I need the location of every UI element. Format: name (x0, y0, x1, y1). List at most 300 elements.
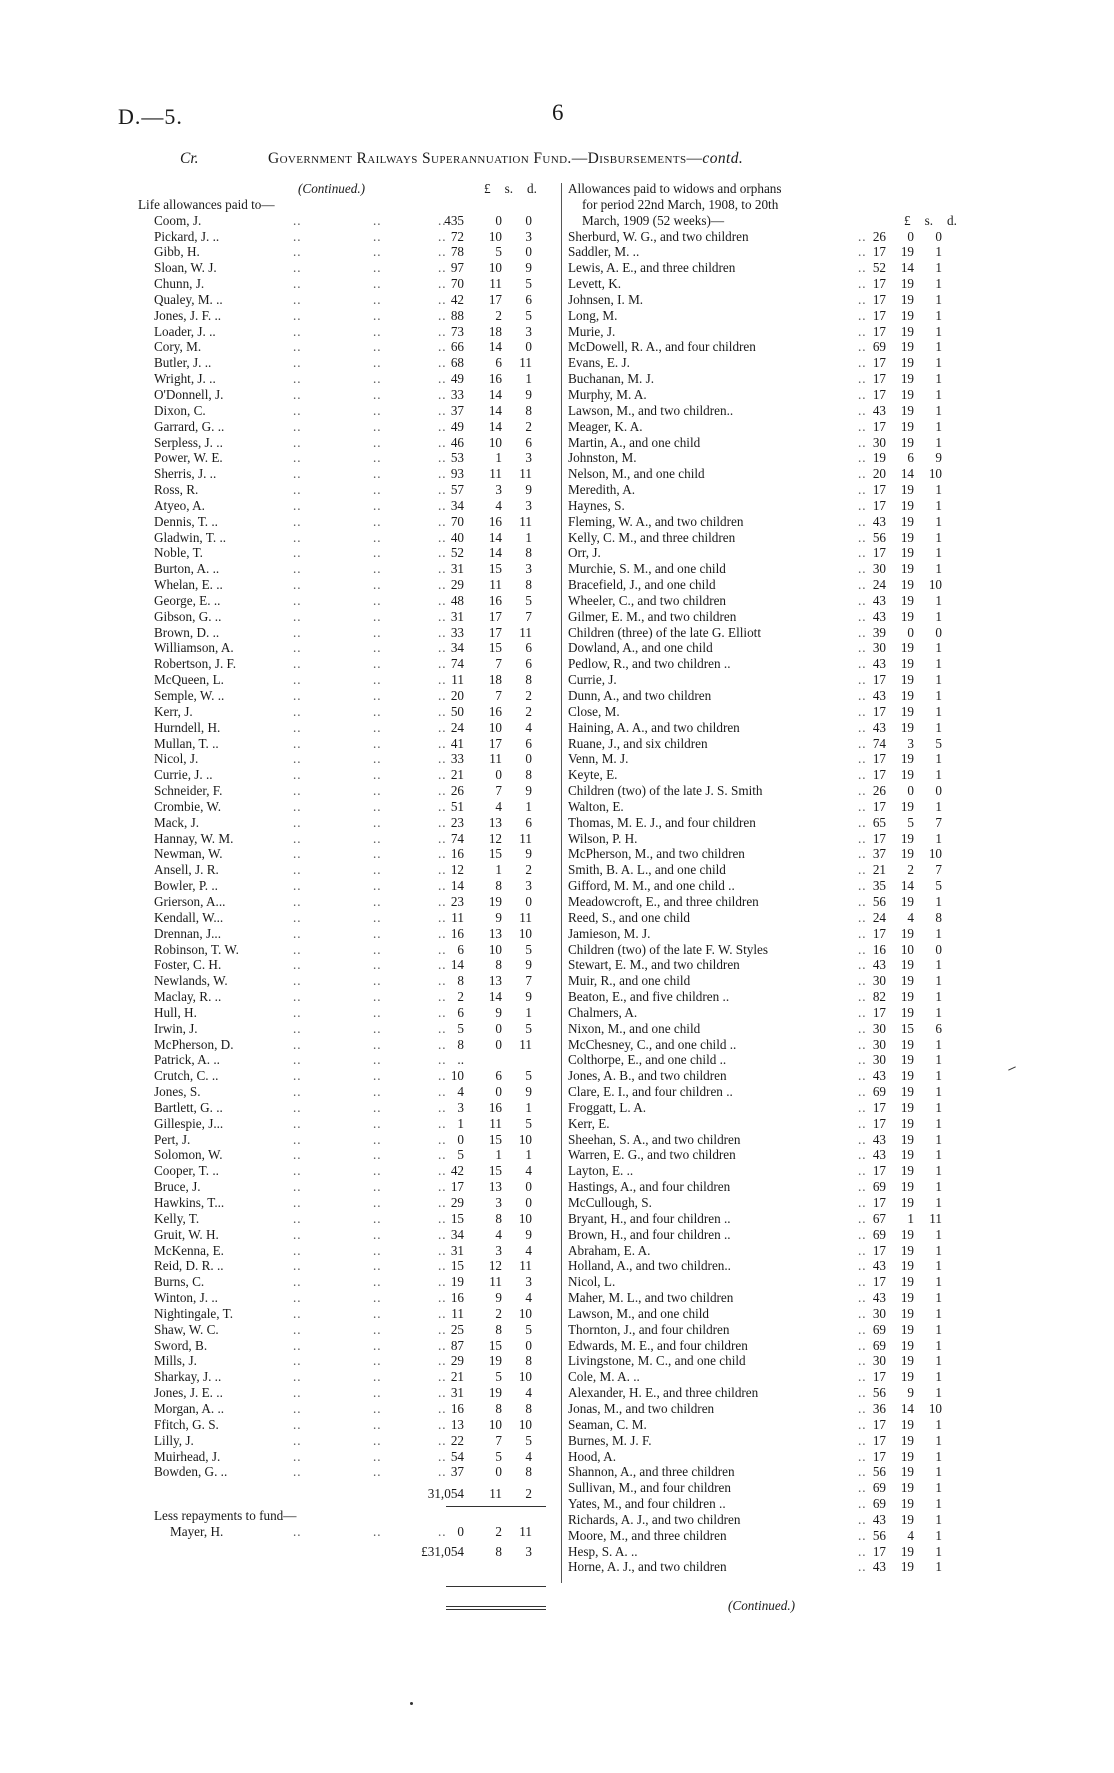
table-row (568, 862, 986, 878)
amount-shillings: 19 (900, 355, 914, 371)
payee-name: Ross, R. (154, 482, 199, 498)
leader-dots: .. (438, 1226, 447, 1242)
amount-pence: 8 (935, 909, 942, 925)
amount-pence: 1 (935, 513, 942, 529)
amount-shillings: 8 (495, 957, 502, 973)
leader-dots: .. (438, 1523, 447, 1539)
amount-shillings: 19 (488, 1353, 502, 1369)
payee-name: Jones, A. B., and two children (568, 1068, 727, 1084)
amount-pounds: 31 (450, 608, 464, 624)
amount-pence: 1 (935, 371, 942, 387)
amount-shillings: 19 (900, 339, 914, 355)
amount-pounds: 50 (450, 703, 464, 719)
subtotal-pounds: 31,054 (427, 1486, 464, 1502)
amount-pence: 3 (525, 450, 532, 466)
left-header-spacer (138, 181, 558, 197)
leader-dots: .. (373, 798, 382, 814)
amount-shillings: 1 (495, 450, 502, 466)
leader-dots: .. (373, 925, 382, 941)
leader-dots: .. (373, 893, 382, 909)
payee-name: McPherson, M., and two children (568, 846, 745, 862)
leader-dots: .. (438, 497, 447, 513)
amount-pence: 1 (525, 798, 532, 814)
payee-name: Gladwin, T. .. (154, 529, 227, 545)
amount-pounds: 17 (872, 1242, 886, 1258)
leader-dots: .. (293, 957, 302, 973)
leader-dots: .. (293, 577, 302, 593)
amount-pence: 9 (525, 386, 532, 402)
amount-pounds: 17 (872, 1163, 886, 1179)
leader-dots: .. (373, 640, 382, 656)
amount-shillings: 14 (488, 386, 502, 402)
amount-pounds: 16 (450, 1400, 464, 1416)
leader-dots: .. (373, 228, 382, 244)
leader-dots: .. (438, 212, 447, 228)
amount-pounds: 42 (450, 1163, 464, 1179)
payee-name: Edwards, M. E., and four children (568, 1337, 748, 1353)
payee-name: Hannay, W. M. (154, 830, 234, 846)
table-row (138, 640, 558, 656)
leader-dots: .. (293, 846, 302, 862)
payee-name: Shaw, W. C. (154, 1321, 219, 1337)
leader-dots: .. (858, 1448, 867, 1464)
leader-dots: .. (438, 1258, 447, 1274)
leader-dots: .. (858, 767, 867, 783)
table-row (568, 1433, 986, 1449)
amount-pence: 6 (525, 291, 532, 307)
payee-name: Lawson, M., and one child (568, 1305, 710, 1321)
amount-pounds: 17 (872, 1448, 886, 1464)
amount-pounds: 12 (450, 862, 464, 878)
amount-pence: 1 (935, 672, 942, 688)
amount-pence: 4 (525, 719, 532, 735)
leader-dots: .. (438, 434, 447, 450)
amount-pounds: 78 (450, 244, 464, 260)
table-row (138, 1433, 558, 1449)
payee-name: Semple, W. .. (154, 688, 225, 703)
amount-pence: 1 (935, 893, 942, 909)
amount-pence: 8 (525, 577, 532, 593)
amount-pence: 0 (935, 941, 942, 957)
amount-pounds: 15 (450, 1258, 464, 1274)
table-row (138, 498, 558, 514)
table-row (138, 1211, 558, 1227)
payee-name: Evans, E. J. (568, 355, 630, 371)
amount-pence: 2 (525, 418, 532, 434)
amount-pence: 6 (525, 735, 532, 751)
amount-pounds: 69 (872, 1496, 886, 1512)
amount-pounds: 17 (872, 1416, 886, 1432)
amount-pence: 1 (935, 1416, 942, 1432)
amount-pounds: 52 (450, 545, 464, 561)
amount-pounds: 56 (872, 1464, 886, 1480)
table-row (138, 371, 558, 387)
payee-name: Qualey, M. .. (154, 291, 223, 307)
leader-dots: .. (293, 941, 302, 957)
leader-dots: .. (438, 719, 447, 735)
table-row (568, 1322, 986, 1338)
payee-name: Wheeler, C., and two children (568, 592, 727, 608)
amount-pounds: 24 (872, 909, 886, 925)
leader-dots: .. (438, 1115, 447, 1131)
amount-pounds: 17 (872, 307, 886, 323)
total-rule (446, 1586, 546, 1587)
payee-name: Bracefield, J., and one child (568, 577, 716, 593)
leader-dots: .. (858, 1559, 867, 1575)
amount-pounds: 3 (457, 1099, 464, 1115)
amount-shillings: 11 (489, 1115, 502, 1131)
table-row (568, 878, 986, 894)
leader-dots: .. (373, 941, 382, 957)
leader-dots: .. (293, 1448, 302, 1464)
leader-dots: .. (293, 1290, 302, 1306)
payee-name: Newman, W. (154, 846, 223, 862)
payee-name: Children (two) of the late F. W. Styles (568, 941, 769, 957)
leader-dots: .. (438, 814, 447, 830)
amount-pence: 0 (935, 783, 942, 799)
amount-shillings: 9 (495, 1004, 502, 1020)
leader-dots: .. (293, 862, 302, 878)
leader-dots: .. (293, 1020, 302, 1036)
table-row (568, 229, 986, 245)
table-row (138, 1464, 558, 1480)
leader-dots: .. (373, 244, 382, 260)
total-shillings: 8 (495, 1543, 502, 1559)
leader-dots: .. (373, 1523, 382, 1539)
leader-dots: .. (858, 893, 867, 909)
amount-pence: 6 (525, 434, 532, 450)
amount-pounds: 74 (450, 656, 464, 672)
amount-pounds: 56 (872, 893, 886, 909)
amount-shillings: 10 (488, 1416, 502, 1432)
amount-pounds: 14 (450, 957, 464, 973)
total-row (138, 1544, 558, 1560)
leader-dots: .. (858, 561, 867, 577)
amount-shillings: 15 (488, 1131, 502, 1147)
leader-dots: .. (858, 608, 867, 624)
leader-dots: .. (293, 703, 302, 719)
payee-name: Atyeo, A. (154, 497, 205, 513)
table-row (568, 1037, 986, 1053)
amount-shillings: 0 (495, 1036, 502, 1052)
table-row (568, 482, 986, 498)
table-row (138, 1243, 558, 1259)
amount-pence: 1 (935, 688, 942, 703)
amount-pounds: 69 (872, 1226, 886, 1242)
leader-dots: .. (373, 418, 382, 434)
table-row (568, 1021, 986, 1037)
amount-shillings: 15 (900, 1020, 914, 1036)
payee-name: Seaman, C. M. (568, 1416, 647, 1432)
amount-shillings: 4 (907, 909, 914, 925)
leader-dots: .. (293, 1385, 302, 1401)
payee-name: Coom, J. (154, 212, 202, 228)
amount-pence: 1 (935, 307, 942, 323)
amount-shillings: 14 (488, 529, 502, 545)
leader-dots: .. (438, 767, 447, 783)
amount-shillings: 19 (900, 276, 914, 292)
amount-pence: 10 (518, 1210, 532, 1226)
leader-dots: .. (438, 846, 447, 862)
amount-pounds: 17 (872, 1369, 886, 1385)
payee-name: Venn, M. J. (568, 751, 629, 767)
table-row (138, 403, 558, 419)
leader-dots: .. (293, 212, 302, 228)
leader-dots: .. (373, 1385, 382, 1401)
leader-dots: .. (293, 418, 302, 434)
amount-pounds: 17 (872, 925, 886, 941)
payee-name: Hastings, A., and four children (568, 1179, 731, 1195)
table-row (138, 561, 558, 577)
amount-pence: 5 (525, 1321, 532, 1337)
leader-dots: .. (373, 1305, 382, 1321)
amount-pounds: 69 (872, 1084, 886, 1100)
leader-dots: .. (438, 830, 447, 846)
payee-name: Livingstone, M. C., and one child (568, 1353, 746, 1369)
table-row (568, 435, 986, 451)
table-row (568, 926, 986, 942)
leader-dots: .. (373, 1400, 382, 1416)
leader-dots: .. (293, 608, 302, 624)
leader-dots: .. (858, 545, 867, 561)
table-row (138, 355, 558, 371)
amount-pence: 10 (928, 577, 942, 593)
amount-pounds: 17 (872, 1115, 886, 1131)
table-row (138, 482, 558, 498)
amount-shillings: 6 (495, 1068, 502, 1084)
amount-pounds: 21 (450, 1369, 464, 1385)
payee-name: Abraham, E. A. (568, 1242, 651, 1258)
amount-shillings: 9 (495, 909, 502, 925)
section-title: Life allowances paid to— (138, 196, 275, 212)
less-repayments-title-row (138, 1508, 558, 1524)
amount-pence: 1 (935, 830, 942, 846)
right-heading-line-1 (568, 181, 986, 197)
table-row (568, 957, 986, 973)
amount-shillings: 2 (495, 1305, 502, 1321)
leader-dots: .. (858, 688, 867, 703)
amount-pounds: 70 (450, 513, 464, 529)
leader-dots: .. (373, 1004, 382, 1020)
leader-dots: .. (293, 402, 302, 418)
table-row (568, 339, 986, 355)
leader-dots: .. (373, 1147, 382, 1163)
leader-dots: .. (438, 1004, 447, 1020)
table-row (568, 704, 986, 720)
amount-pence: 1 (935, 402, 942, 418)
table-row (138, 1084, 558, 1100)
pound-header: £ (904, 213, 911, 228)
page-title-main: Government Railways Superannuation Fund.—Disbursements— (268, 150, 703, 167)
leader-dots: .. (438, 656, 447, 672)
table-row (568, 514, 986, 530)
amount-pence: 1 (935, 561, 942, 577)
table-row (138, 450, 558, 466)
leader-dots: .. (293, 1195, 302, 1210)
amount-pounds: 6 (457, 941, 464, 957)
leader-dots: .. (373, 1258, 382, 1274)
amount-shillings: 19 (900, 1131, 914, 1147)
leader-dots: .. (438, 1432, 447, 1448)
leader-dots: .. (373, 466, 382, 482)
leader-dots: .. (293, 1115, 302, 1131)
amount-pounds: 17 (872, 751, 886, 767)
subtotal-pence: 2 (525, 1486, 532, 1502)
leader-dots: .. (438, 355, 447, 371)
amount-pounds: 43 (872, 592, 886, 608)
amount-pence: 1 (935, 434, 942, 450)
leader-dots: .. (373, 513, 382, 529)
amount-shillings: 19 (900, 957, 914, 973)
leader-dots: .. (858, 1337, 867, 1353)
amount-pounds: 11 (451, 1305, 464, 1321)
amount-pounds: 49 (450, 418, 464, 434)
amount-pounds: 87 (450, 1337, 464, 1353)
amount-pounds: 17 (872, 418, 886, 434)
leader-dots: .. (293, 1004, 302, 1020)
amount-pence: 1 (935, 529, 942, 545)
leader-dots: .. (438, 1195, 447, 1210)
amount-shillings: 13 (488, 925, 502, 941)
amount-pounds: 19 (872, 450, 886, 466)
leader-dots: .. (858, 1052, 867, 1068)
table-row (568, 561, 986, 577)
leader-dots: .. (293, 973, 302, 989)
amount-shillings: 14 (900, 260, 914, 276)
payee-name: Wright, J. .. (154, 371, 216, 387)
payee-name: Bruce, J. (154, 1179, 201, 1195)
payee-name: Burton, A. .. (154, 561, 220, 577)
leader-dots: .. (373, 1099, 382, 1115)
table-row (568, 466, 986, 482)
amount-pounds: 37 (450, 402, 464, 418)
leader-dots: .. (293, 276, 302, 292)
amount-shillings: 19 (900, 1337, 914, 1353)
leader-dots: .. (293, 1163, 302, 1179)
amount-pence: 3 (525, 878, 532, 894)
amount-pence: 1 (935, 1321, 942, 1337)
table-row (138, 1068, 558, 1084)
amount-pounds: 43 (872, 1147, 886, 1163)
payee-name: Mack, J. (154, 814, 200, 830)
amount-pence: 1 (935, 1226, 942, 1242)
amount-pounds: 25 (450, 1321, 464, 1337)
life-allowances-column (138, 181, 558, 1560)
leader-dots: .. (438, 688, 447, 703)
amount-pence: 8 (525, 767, 532, 783)
leader-dots: .. (858, 291, 867, 307)
payee-name: Holland, A., and two children.. (568, 1258, 731, 1274)
table-row (568, 1179, 986, 1195)
leader-dots: .. (438, 608, 447, 624)
leader-dots: .. (858, 386, 867, 402)
payee-name: Solomon, W. (154, 1147, 223, 1163)
amount-pence: 1 (935, 1179, 942, 1195)
leader-dots: .. (373, 1274, 382, 1290)
amount-pence: 3 (525, 1274, 532, 1290)
amount-pounds: 24 (872, 577, 886, 593)
leader-dots: .. (858, 592, 867, 608)
amount-shillings: 1 (495, 1147, 502, 1163)
amount-pence: 1 (935, 1337, 942, 1353)
amount-shillings: 19 (900, 1369, 914, 1385)
amount-shillings: 19 (900, 1305, 914, 1321)
payee-name: Hesp, S. A. .. (568, 1543, 638, 1559)
payee-name: Bartlett, G. .. (154, 1099, 223, 1115)
amount-pounds: 17 (872, 1432, 886, 1448)
amount-shillings: 14 (900, 878, 914, 894)
amount-shillings: 7 (495, 783, 502, 799)
amount-shillings: 19 (900, 719, 914, 735)
leader-dots: .. (438, 386, 447, 402)
amount-pence: 4 (525, 1242, 532, 1258)
leader-dots: .. (858, 482, 867, 498)
payee-name: Foster, C. H. (154, 957, 222, 973)
amount-pounds: 17 (872, 291, 886, 307)
leader-dots: .. (373, 862, 382, 878)
amount-pounds: 26 (450, 783, 464, 799)
table-row (138, 387, 558, 403)
leader-dots: .. (373, 577, 382, 593)
table-row (568, 530, 986, 546)
payee-name: McChesney, C., and one child .. (568, 1036, 737, 1052)
payee-name: Pert, J. (154, 1131, 191, 1147)
table-row (568, 973, 986, 989)
amount-pence: 1 (935, 1305, 942, 1321)
table-row (568, 1290, 986, 1306)
amount-pounds: 82 (872, 989, 886, 1005)
amount-shillings: 19 (900, 1163, 914, 1179)
right-currency-headers (904, 213, 971, 229)
leader-dots: .. (438, 1210, 447, 1226)
amount-pounds: 17 (872, 482, 886, 498)
leader-dots: .. (438, 450, 447, 466)
leader-dots: .. (858, 1496, 867, 1512)
payee-name: Children (three) of the late G. Elliott (568, 624, 761, 640)
leader-dots: .. (438, 276, 447, 292)
payee-name: Orr, J. (568, 545, 601, 561)
amount-pence: 1 (935, 1084, 942, 1100)
leader-dots: .. (293, 1321, 302, 1337)
amount-pounds: 11 (451, 672, 464, 688)
leader-dots: .. (373, 735, 382, 751)
table-row (568, 831, 986, 847)
amount-pence: 1 (935, 1195, 942, 1210)
amount-shillings: 19 (900, 434, 914, 450)
payee-name: Robinson, T. W. (154, 941, 239, 957)
amount-shillings: 0 (495, 212, 502, 228)
leader-dots: .. (293, 814, 302, 830)
payee-name: Dowland, A., and one child (568, 640, 713, 656)
amount-pence: 1 (935, 276, 942, 292)
leader-dots: .. (858, 1432, 867, 1448)
leader-dots: .. (293, 1523, 302, 1539)
leader-dots: .. (858, 1020, 867, 1036)
amount-pounds: 17 (872, 497, 886, 513)
amount-shillings: 11 (489, 466, 502, 482)
table-row (568, 308, 986, 324)
amount-pence: 8 (525, 672, 532, 688)
amount-pounds: 6 (457, 1004, 464, 1020)
leader-dots: .. (858, 862, 867, 878)
amount-pounds: 33 (450, 751, 464, 767)
payee-name: Nightingale, T. (154, 1305, 233, 1321)
amount-pounds: 56 (872, 529, 886, 545)
amount-shillings: 8 (495, 1210, 502, 1226)
table-row (568, 1449, 986, 1465)
amount-pence: 1 (935, 703, 942, 719)
table-row (138, 1274, 558, 1290)
